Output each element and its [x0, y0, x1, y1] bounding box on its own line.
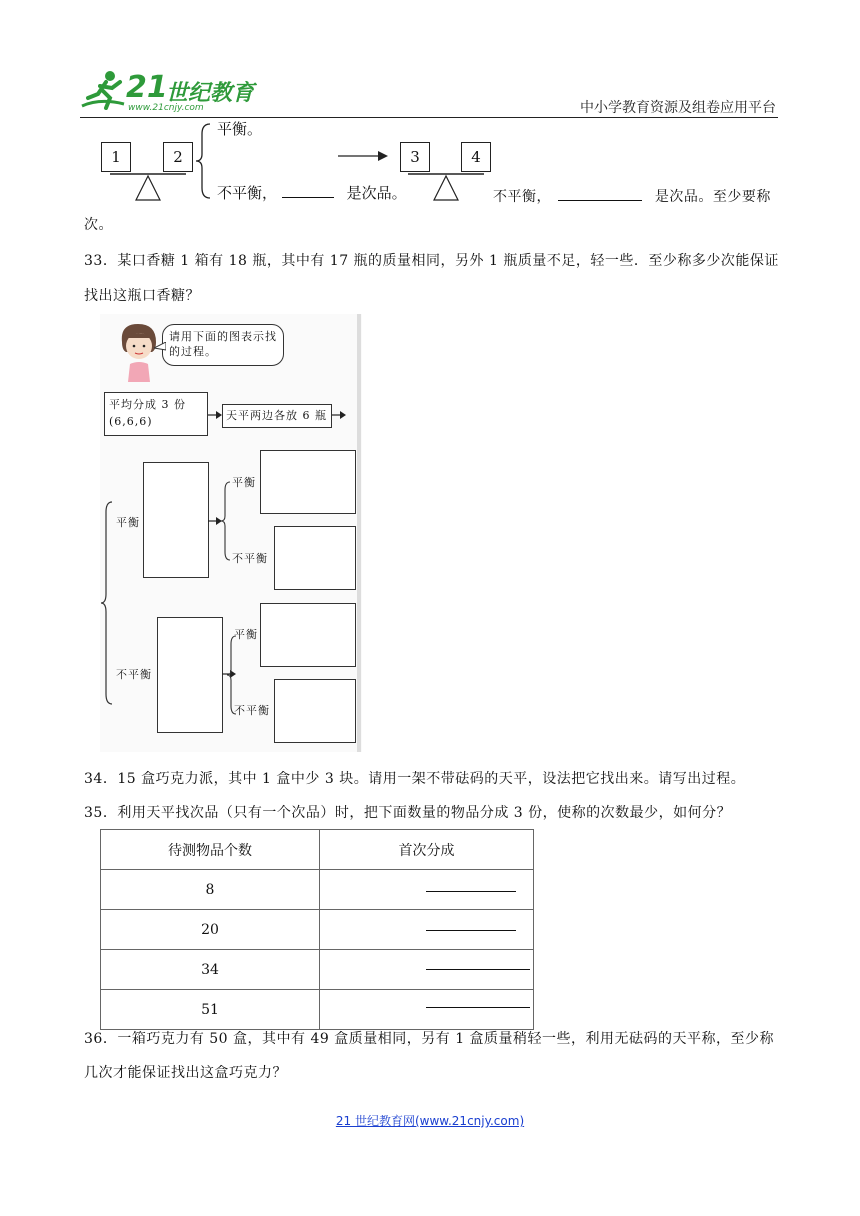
q34-text: 34．15 盒巧克力派，其中 1 盒中少 3 块。请用一架不带砝码的天平，设法把它找出来。请写出过程。 — [84, 771, 746, 787]
q32-continuation: 次。 — [84, 217, 113, 233]
q36-line-2: 几次才能保证找出这盒巧克力？ — [84, 1065, 287, 1081]
answer-underline-2[interactable] — [426, 930, 516, 931]
answer-box-upper-balanced[interactable] — [260, 450, 356, 514]
item-count-cell: 20 — [101, 910, 320, 950]
step2-text: 天平两边各放 6 瓶 — [226, 409, 327, 422]
balance-box-2: 2 — [163, 142, 193, 172]
answer-box-lower-balanced[interactable] — [260, 603, 356, 667]
balanced-label: 平衡。 — [217, 120, 263, 138]
logo-runner-icon — [80, 68, 128, 110]
table-header-row — [101, 830, 534, 870]
brace-icon — [194, 122, 214, 200]
sub-unbalanced-label-2: 不平衡 — [234, 704, 270, 717]
unbalanced-left-row — [217, 182, 407, 203]
page-header — [0, 0, 860, 120]
item-count-cell: 8 — [101, 870, 320, 910]
step-arrow-2-icon — [332, 410, 346, 420]
balance-box-4: 4 — [461, 142, 491, 172]
balance-box-3: 3 — [400, 142, 430, 172]
sub-brace-upper-icon — [220, 480, 232, 562]
balance-scale-right-icon — [398, 172, 494, 204]
speech-bubble — [162, 324, 284, 366]
answer-underline-1[interactable] — [426, 891, 516, 892]
logo-text: 世纪教育 — [166, 81, 255, 106]
q35-text: 35．利用天平找次品（只有一个次品）时，把下面数量的物品分成 3 份，使称的次数最少，如何分？ — [84, 805, 732, 821]
defective-left-label: 是次品。 — [346, 184, 407, 202]
answer-underline-4[interactable] — [426, 1007, 530, 1008]
logo-url: www.21cnjy.com — [128, 103, 204, 113]
main-brace-icon — [100, 500, 114, 706]
answer-box-upper-unbalanced[interactable] — [274, 526, 356, 590]
item-count-cell: 34 — [101, 950, 320, 990]
answer-box-unbalanced[interactable] — [157, 617, 223, 733]
table-row — [101, 870, 534, 910]
q36-line-1: 36．一箱巧克力有 50 盒，其中有 49 盒质量相同，另有 1 盒质量稍轻一些，利用无砝码的天平称，至少称 — [84, 1031, 775, 1047]
footer-link[interactable]: 21 世纪教育网(www.21cnjy.com) — [335, 1114, 525, 1128]
defective-right-label: 是次品。至少要称 — [654, 189, 771, 205]
unbalanced-right-row — [493, 186, 771, 206]
branch-balanced-label: 平衡 — [116, 516, 140, 529]
q33-line-2: 找出这瓶口香糖？ — [84, 288, 200, 304]
q32-diagram — [0, 118, 860, 238]
header-item-count: 待测物品个数 — [101, 830, 320, 870]
sub-unbalanced-label-1: 不平衡 — [232, 552, 268, 565]
balance-box-1: 1 — [101, 142, 131, 172]
answer-blank-left[interactable] — [282, 183, 334, 198]
platform-name: 中小学教育资源及组卷应用平台 — [580, 100, 776, 116]
unbalanced-right-label: 不平衡， — [493, 189, 551, 205]
sub-balanced-label-2: 平衡 — [234, 628, 258, 641]
step-arrow-1-icon — [208, 410, 222, 420]
step1-line1: 平均分成 3 份 — [109, 398, 186, 411]
answer-blank-right[interactable] — [558, 186, 642, 201]
sub-balanced-label-1: 平衡 — [232, 476, 256, 489]
balance-scale-left-icon — [100, 172, 196, 204]
q33-figure — [100, 314, 362, 752]
step2-box — [222, 404, 332, 428]
answer-box-lower-unbalanced[interactable] — [274, 679, 356, 743]
step1-line2: (6,6,6) — [109, 415, 153, 428]
speech-tail-icon — [154, 342, 166, 352]
logo-number: 21 — [126, 70, 168, 105]
figure-scan-edge — [357, 314, 361, 752]
answer-underline-3[interactable] — [426, 969, 530, 970]
answer-box-balanced[interactable] — [143, 462, 209, 578]
speech-bubble-text: 请用下面的图表示找的过程。 — [169, 330, 277, 358]
answer-cell[interactable] — [320, 870, 534, 910]
step1-box — [104, 392, 208, 436]
item-count-cell: 51 — [101, 990, 320, 1030]
q33-line-1: 33．某口香糖 1 箱有 18 瓶，其中有 17 瓶的质量相同，另外 1 瓶质量不足，轻一些．至少称多少次能保证 — [84, 253, 779, 269]
arrow-right-icon — [338, 150, 388, 162]
header-first-split: 首次分成 — [320, 830, 534, 870]
branch-unbalanced-label: 不平衡 — [116, 668, 152, 681]
unbalanced-left-label: 不平衡， — [217, 184, 278, 202]
